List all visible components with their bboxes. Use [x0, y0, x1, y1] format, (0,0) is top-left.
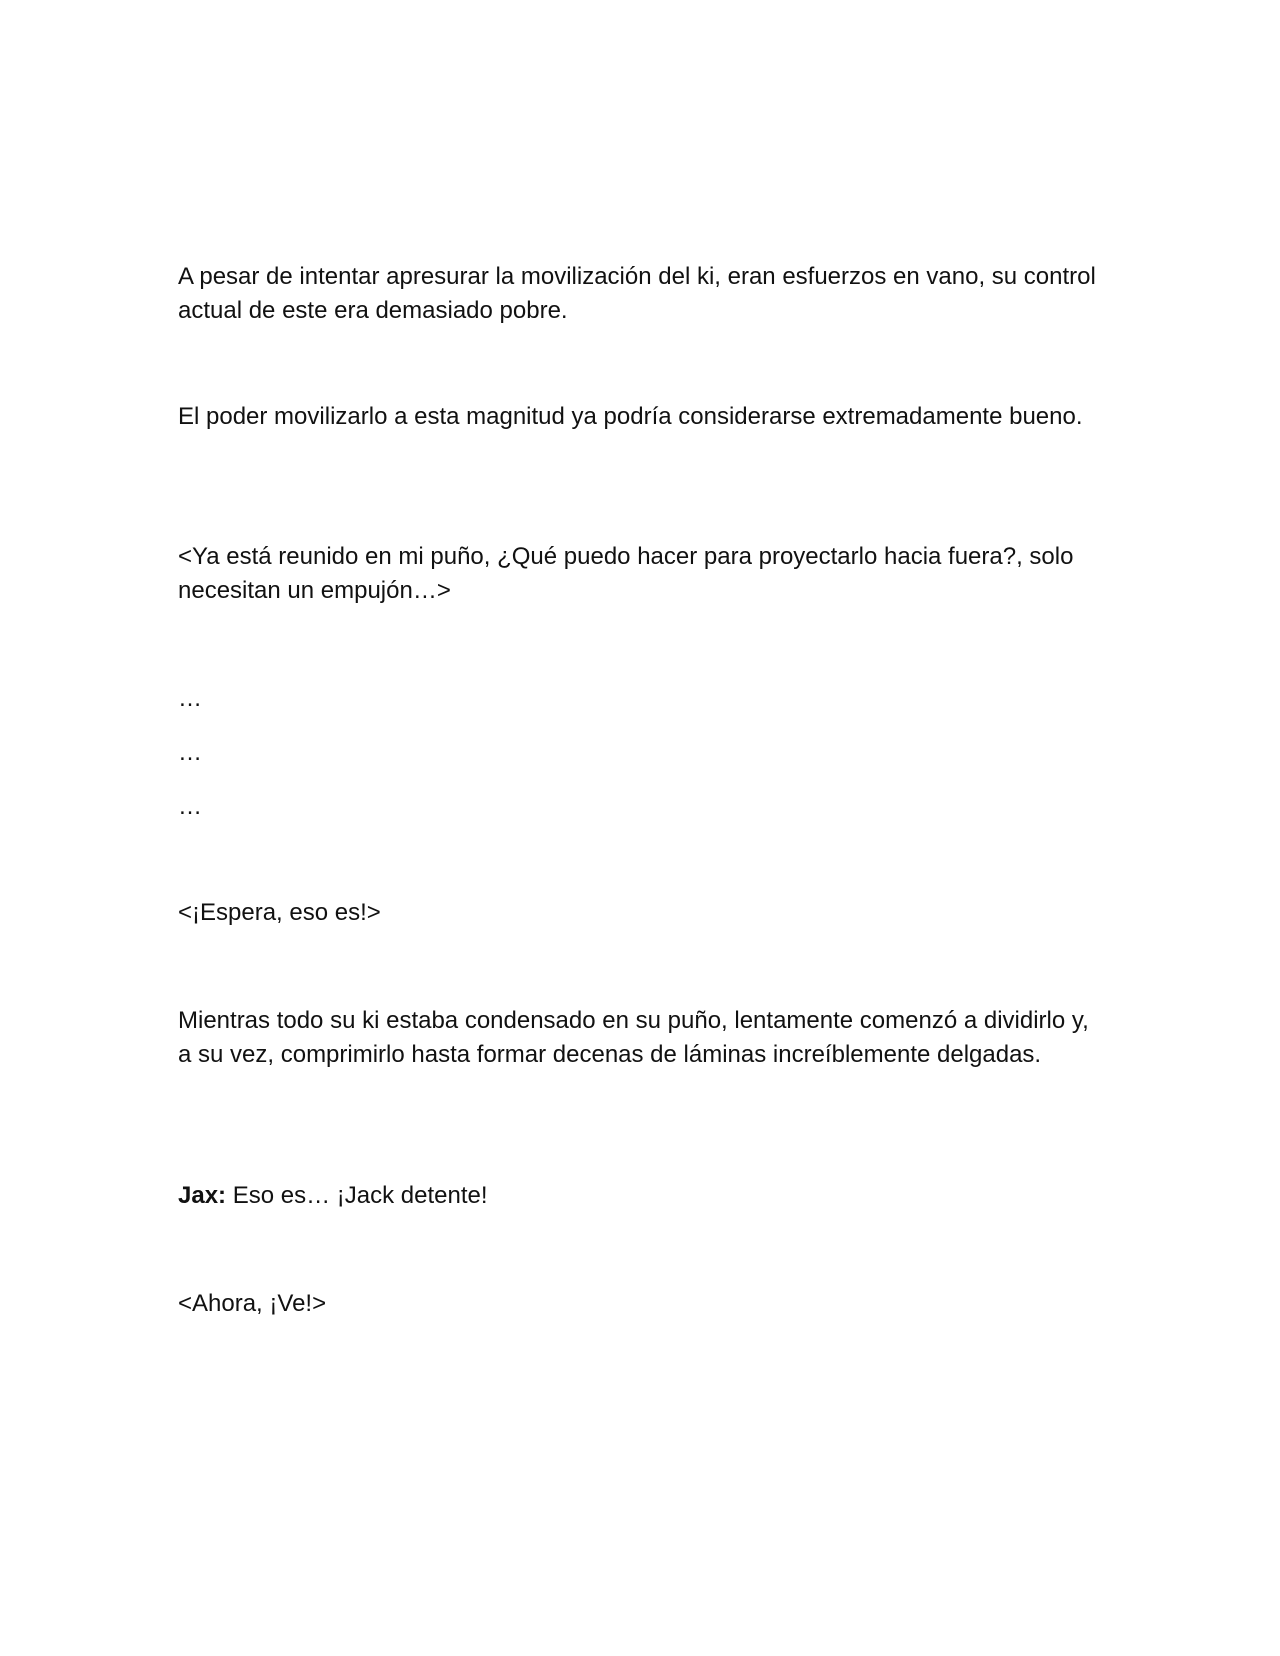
ellipsis-line	[178, 682, 1098, 716]
paragraph-text: El poder movilizarlo a esta magnitud ya podría considerarse extremadamente bueno.	[178, 403, 1083, 430]
paragraph-text: <Ya está reunido en mi puño, ¿Qué puedo hacer para proyectarlo hacia fuera?, solo necesitan un empujón…>	[178, 543, 1074, 604]
ellipsis-line	[178, 736, 1098, 770]
thought-paragraph	[178, 540, 1098, 608]
paragraph-text: <Ahora, ¡Ve!>	[178, 1290, 327, 1317]
ellipsis-text: …	[178, 793, 203, 820]
thought-paragraph	[178, 896, 1098, 930]
paragraph-text: <¡Espera, eso es!>	[178, 899, 381, 926]
paragraph	[178, 400, 1098, 434]
paragraph-text: Mientras todo su ki estaba condensado en su puño, lentamente comenzó a dividirlo y, a su vez, comprimirlo hasta formar decenas de láminas increíblemente delgadas.	[178, 1007, 1089, 1068]
paragraph-text: A pesar de intentar apresurar la movilización del ki, eran esfuerzos en vano, su control actual de este era demasiado pobre.	[178, 263, 1096, 324]
paragraph	[178, 260, 1098, 328]
paragraph	[178, 1004, 1098, 1072]
dialogue-text: Eso es… ¡Jack detente!	[226, 1182, 488, 1209]
thought-paragraph	[178, 1287, 1098, 1321]
ellipsis-text: …	[178, 685, 203, 712]
ellipsis-text: …	[178, 739, 203, 766]
dialogue-paragraph	[178, 1179, 1098, 1213]
ellipsis-line	[178, 790, 1098, 824]
speaker-name: Jax:	[178, 1182, 227, 1209]
